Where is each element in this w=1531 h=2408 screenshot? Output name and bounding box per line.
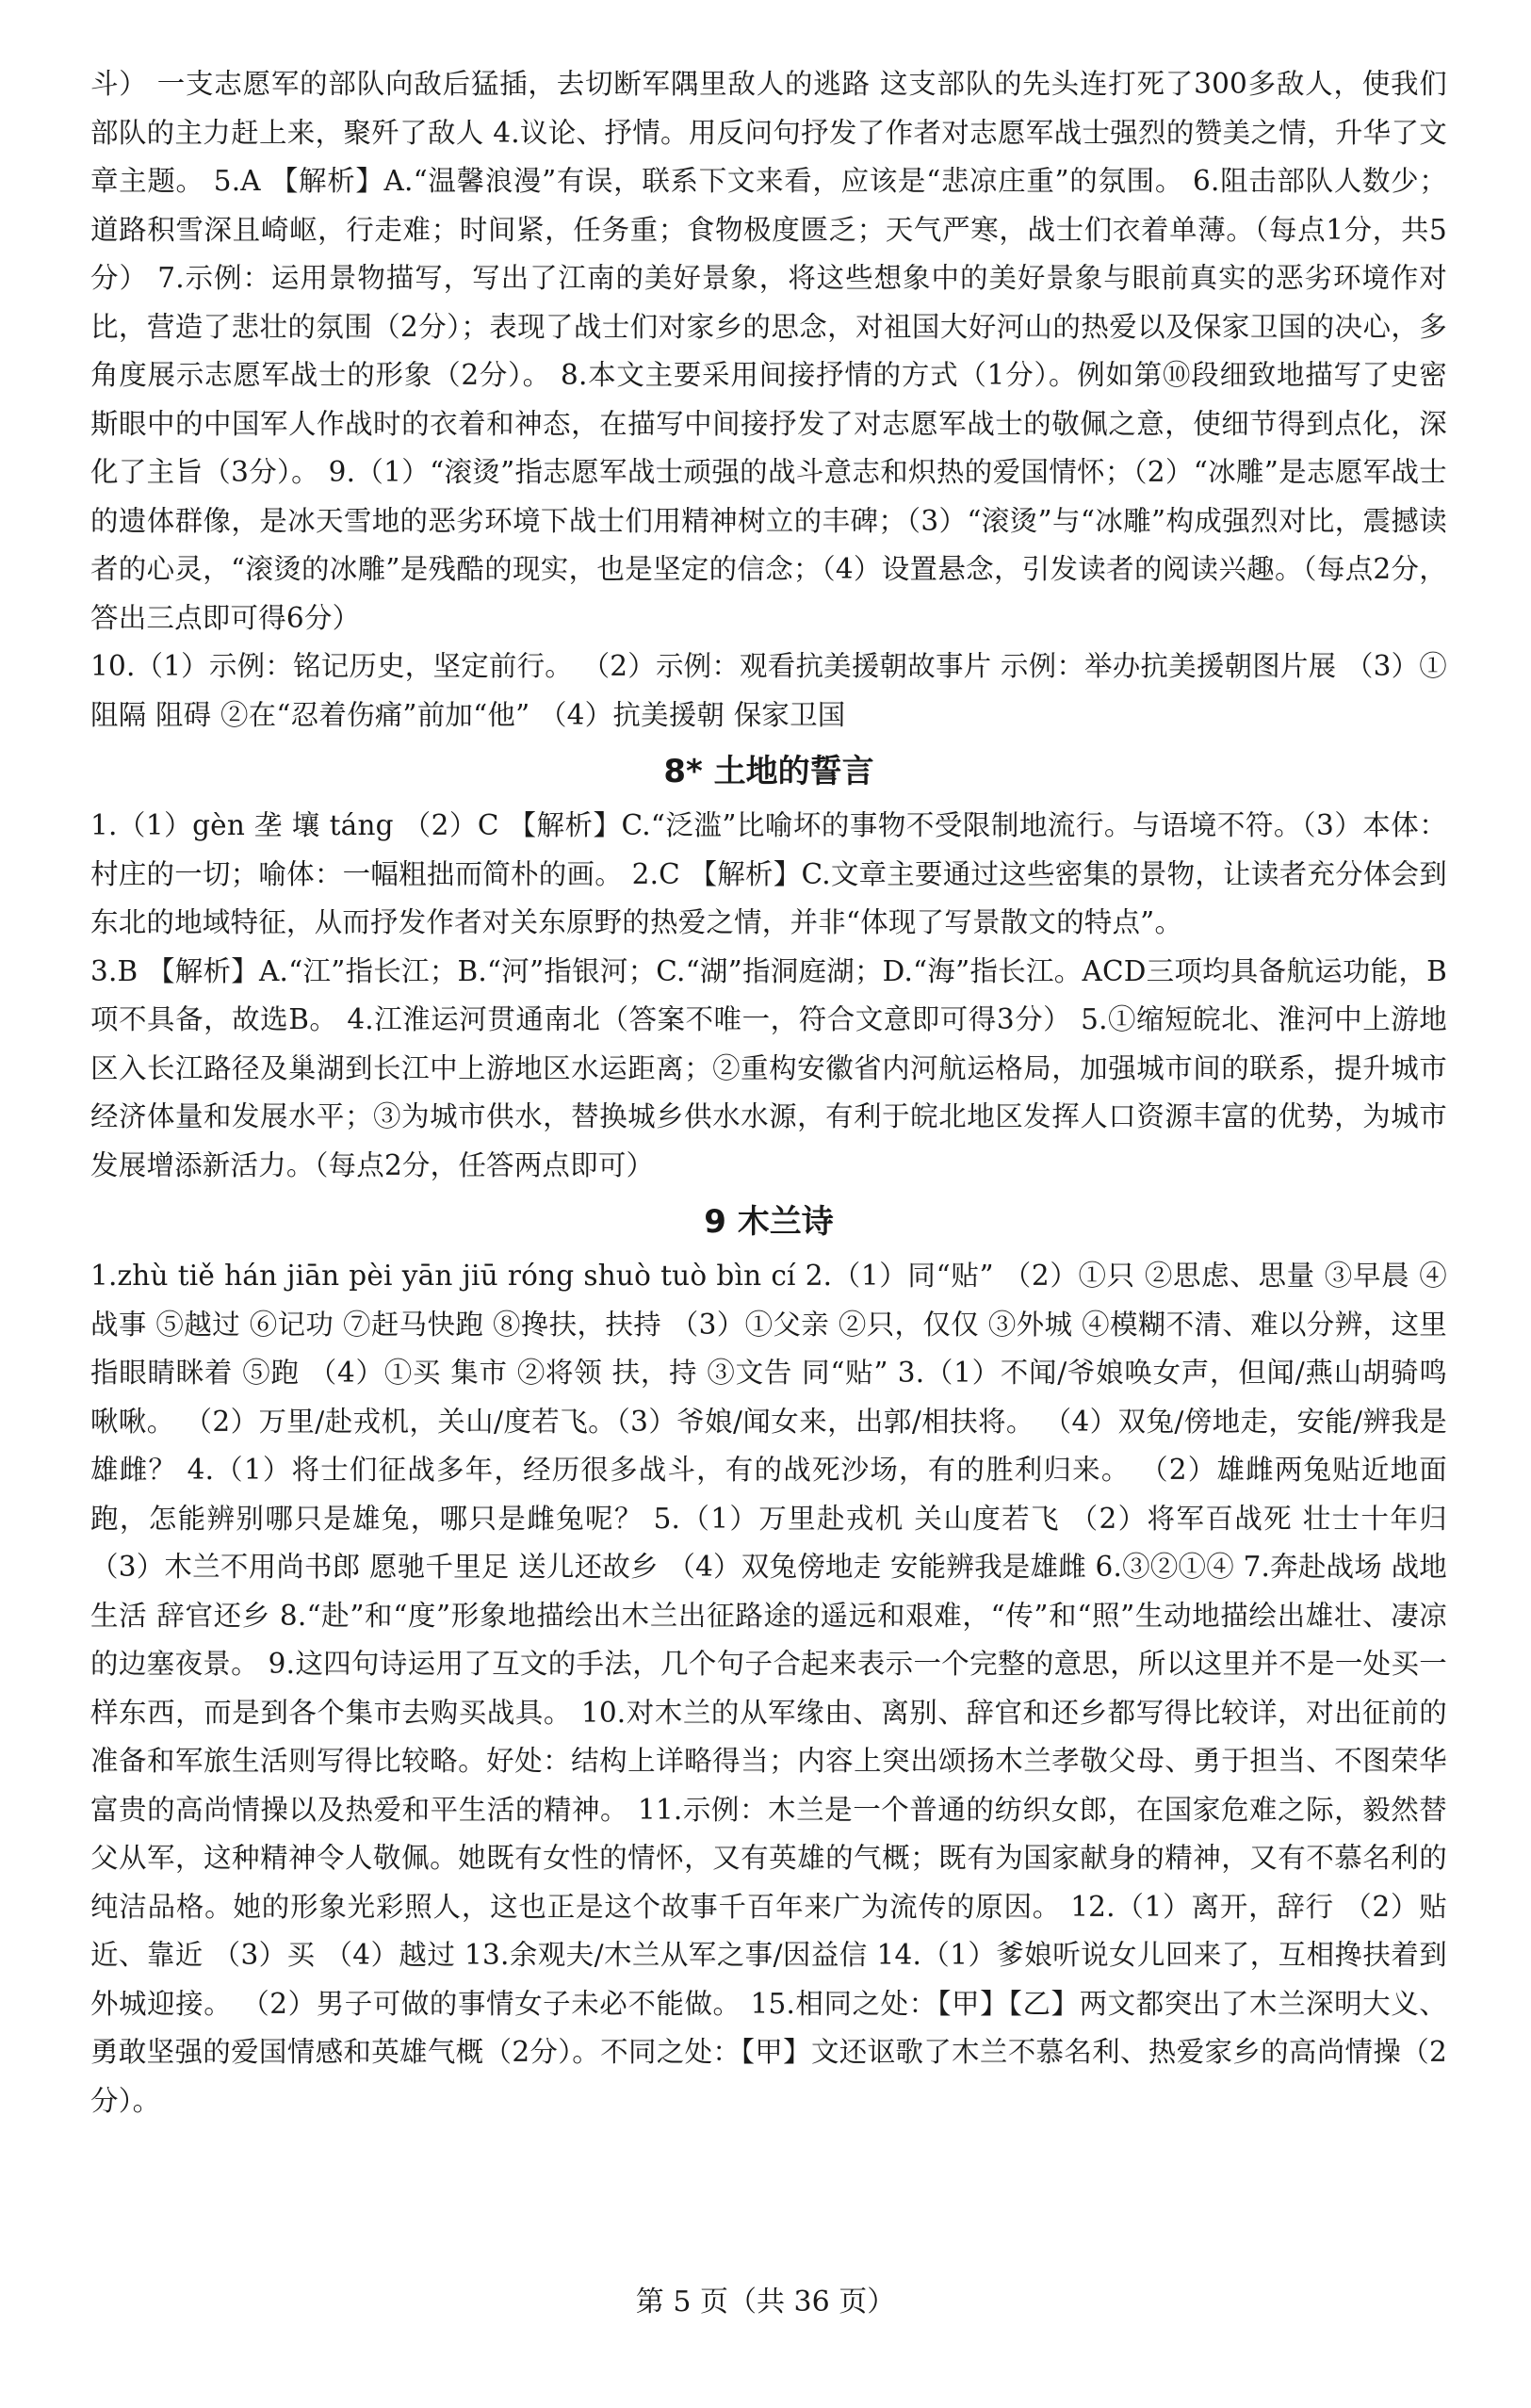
page-number-footer: 第 5 页（共 36 页） — [635, 2286, 896, 2319]
answer-paragraph: 1.（1）gèn 垄 壤 táng （2）C 【解析】C.“泛滥”比喻坏的事物不受限制地流行。与语境不符。（3）本体：村庄的一切；喻体：一幅粗拙而简朴的画。 2.C 【解析】C.文章主要通过这些密集的景物，让读者充分体会到东北的地域特征，从而抒发作者对关东原野的热爱之情，并非“体现了写景散文的特点”。 — [90, 809, 1447, 938]
section-8 — [90, 743, 1447, 1190]
answer-paragraph: 斗） 一支志愿军的部队向敌后猛插，去切断军隅里敌人的逃路 这支部队的先头连打死了300多敌人，使我们部队的主力赶上来，聚歼了敌人 4.议论、抒情。用反问句抒发了作者对志愿军战士强烈的赞美之情，升华了文章主题。 5.A 【解析】A.“温馨浪漫”有误，联系下文来看，应该是“悲凉庄重”的氛围。 6.阻击部队人数少；道路积雪深且崎岖，行走难；时间紧，任务重；食物极度匮乏；天气严寒，战士们衣着单薄。（每点1分，共5分） 7.示例：运用景物描写，写出了江南的美好景象，将这些想象中的美好景象与眼前真实的恶劣环境作对比，营造了悲壮的氛围（2分）；表现了战士们对家乡的思念，对祖国大好河山的热爱以及保家卫国的决心，多角度展示志愿军战士的形象（2分）。 8.本文主要采用间接抒情的方式（1分）。例如第⑩段细致地描写了史密斯眼中的中国军人作战时的衣着和神态，在描写中间接抒发了对志愿军战士的敬佩之意，使细节得到点化，深化了主旨（3分）。 9.（1）“滚烫”指志愿军战士顽强的战斗意志和炽热的爱国情怀；（2）“冰雕”是志愿军战士的遗体群像，是冰天雪地的恶劣环境下战士们用精神树立的丰碑；（3）“滚烫”与“冰雕”构成强烈对比，震撼读者的心灵，“滚烫的冰雕”是残酷的现实，也是坚定的信念；（4）设置悬念，引发读者的阅读兴趣。（每点2分，答出三点即可得6分） — [90, 68, 1447, 634]
answer-paragraph: 3.B 【解析】A.“江”指长江；B.“河”指银河；C.“湖”指洞庭湖；D.“海”指长江。ACD三项均具备航运功能，B项不具备，故选B。 4.江淮运河贯通南北（答案不唯一，符合文意即可得3分） 5.①缩短皖北、淮河中上游地区入长江路径及巢湖到长江中上游地区水运距离；②重构安徽省内河航运格局，加强城市间的联系，提升城市经济体量和发展水平；③为城市供水，替换城乡供水水源，有利于皖北地区发挥人口资源丰富的优势，为城市发展增添新活力。（每点2分，任答两点即可） — [90, 954, 1447, 1181]
answer-paragraph: 1.zhù tiě hán jiān pèi yān jiū róng shuò tuò bìn cí 2.（1）同“贴” （2）①只 ②思虑、思量 ③早晨 ④战事 ⑤越过 ⑥记功 ⑦赶马快跑 ⑧搀扶，扶持 （3）①父亲 ②只，仅仅 ③外城 ④模糊不清、难以分辨，这里指眼睛眯着 ⑤跑 （4）①买 集市 ②将领 扶，持 ③文告 同“贴” 3.（1）不闻/爷娘唤女声，但闻/燕山胡骑鸣啾啾。 （2）万里/赴戎机，关山/度若飞。（3）爷娘/闻女来，出郭/相扶将。 （4）双兔/傍地走，安能/辨我是雄雌？ 4.（1）将士们征战多年，经历很多战斗，有的战死沙场，有的胜利归来。 （2）雄雌两兔贴近地面跑，怎能辨别哪只是雄兔，哪只是雌兔呢？ 5.（1）万里赴戎机 关山度若飞 （2）将军百战死 壮士十年归 （3）木兰不用尚书郎 愿驰千里足 送儿还故乡 （4）双兔傍地走 安能辨我是雄雌 6.③②①④ 7.奔赴战场 战地生活 辞官还乡 8.“赴”和“度”形象地描绘出木兰出征路途的遥远和艰难，“传”和“照”生动地描绘出雄壮、凄凉的边塞夜景。 9.这四句诗运用了互文的手法，几个句子合起来表示一个完整的意思，所以这里并不是一处买一样东西，而是到各个集市去购买战具。 10.对木兰的从军缘由、离别、辞官和还乡都写得比较详，对出征前的准备和军旅生活则写得比较略。好处：结构上详略得当；内容上突出颂扬木兰孝敬父母、勇于担当、不图荣华富贵的高尚情操以及热爱和平生活的精神。 11.示例：木兰是一个普通的纺织女郎，在国家危难之际，毅然替父从军，这种精神令人敬佩。她既有女性的情怀，又有英雄的气概；既有为国家献身的精神，又有不慕名利的纯洁品格。她的形象光彩照人，这也正是这个故事千百年来广为流传的原因。 12.（1）离开，辞行 （2）贴近、靠近 （3）买 （4）越过 13.余观夫/木兰从军之事/因益信 14.（1）爹娘听说女儿回来了，互相搀扶着到外城迎接。 （2）男子可做的事情女子未必不能做。 15.相同之处：【甲】【乙】两文都突出了木兰深明大义、勇敢坚强的爱国情感和英雄气概（2分）。不同之处：【甲】文还讴歌了木兰不慕名利、热爱家乡的高尚情操（2分）。 — [90, 1260, 1447, 2117]
section-heading: 9 木兰诗 — [704, 1203, 834, 1241]
section-heading: 8* 土地的誓言 — [663, 753, 874, 790]
answer-paragraph: 10.（1）示例：铭记历史，坚定前行。 （2）示例：观看抗美援朝故事片 示例：举办抗美援朝图片展 （3）①阻隔 阻碍 ②在“忍着伤痛”前加“他” （4）抗美援朝 保家卫国 — [90, 650, 1447, 731]
section-9 — [90, 1194, 1447, 2125]
answer-page — [90, 60, 1447, 2125]
section-7-continued — [90, 60, 1447, 740]
